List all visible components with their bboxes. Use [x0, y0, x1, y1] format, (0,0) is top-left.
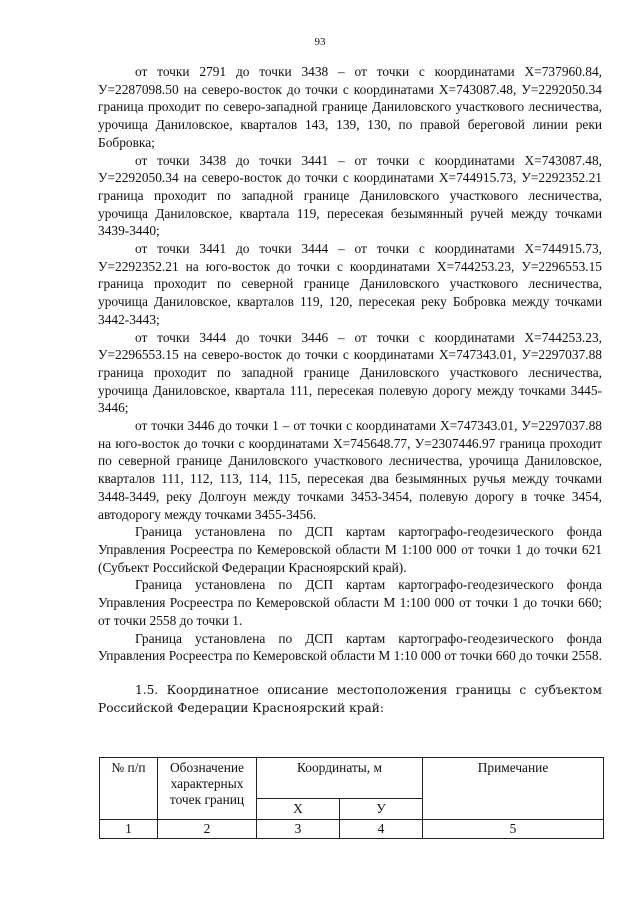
- paragraph-segment-3444-3446: от точки 3444 до точки 3446 – от точки с координатами Х=744253.23, У=2296553.15 на северо-восток до точки с координатами Х=747343.01, У=2297037.88 граница проходит по западной границе Даниловского участкового лесничества, урочища Даниловское, квартала 111, пересекая полевую дорогу между точками 3445-3446;: [98, 329, 602, 416]
- header-note: Примечание: [423, 758, 604, 820]
- header-x: Х: [257, 799, 340, 820]
- header-y: У: [340, 799, 423, 820]
- paragraph-segment-3446-1: от точки 3446 до точки 1 – от точки с координатами Х=747343.01, У=2297037.88 на юго-восток до точки с координатами Х=745648.77, У=2307446.97 граница проходит по северной границе Даниловского участкового лесничества, урочища Даниловское, кварталов 111, 112, 113, 114, 115, пересекая два безымянных ручья между точками 3448-3449, реку Долгоун между точками 3453-3454, полевую дорогу в точке 3454, автодорогу между точками 3455-3456.: [98, 418, 602, 522]
- column-number-2: 2: [158, 820, 257, 839]
- table-column-number-row: [100, 820, 604, 839]
- page-number: 93: [314, 36, 326, 48]
- paragraph-boundary-source-1: Граница установлена по ДСП картам картографо-геодезического фонда Управления Росреестра по Кемеровской области М 1:100 000 от точки 1 до точки 621 (Субъект Российской Федерации Красноярский край).: [98, 524, 602, 575]
- paragraph-segment-3438-3441: от точки 3438 до точки 3441 – от точки с координатами Х=743087.48, У=2292050.34 на северо-восток до точки с координатами Х=744915.73, У=2292352.21 граница проходит по западной границе Даниловского участкового лесничества, урочища Даниловское, квартала 119, пересекая безымянный ручей между точками 3439-3440;: [98, 152, 602, 239]
- header-num: № п/п: [100, 758, 158, 820]
- paragraph-segment-2791-3438: от точки 2791 до точки 3438 – от точки с координатами Х=737960.84, У=2287098.50 на северо-восток до точки с координатами Х=743087.48, У=2292050.34 граница проходит по северо-западной границе Даниловского участкового лесничества, урочища Даниловское, кварталов 143, 139, 130, по правой береговой линии реки Бобровка;: [98, 64, 602, 150]
- coordinates-table: [99, 757, 604, 839]
- paragraph-boundary-source-2: Граница установлена по ДСП картам картографо-геодезического фонда Управления Росреестра по Кемеровской области М 1:100 000 от точки 1 до точки 660; от точки 2558 до точки 1.: [98, 577, 602, 628]
- header-designation: Обозначение характерных точек границ: [158, 758, 257, 820]
- column-number-5: 5: [423, 820, 604, 839]
- column-number-4: 4: [340, 820, 423, 839]
- column-number-3: 3: [257, 820, 340, 839]
- column-number-1: 1: [100, 820, 158, 839]
- section-heading: 1.5. Координатное описание местоположения границы с субъектом Российской Федерации Красноярский край:: [98, 682, 602, 715]
- document-body: [98, 63, 602, 718]
- paragraph-boundary-source-3: Граница установлена по ДСП картам картографо-геодезического фонда Управления Росреестра по Кемеровской области М 1:10 000 от точки 660 до точки 2558.: [98, 630, 602, 664]
- table-header-row: [100, 758, 604, 799]
- header-coords: Координаты, м: [257, 758, 423, 799]
- paragraph-segment-3441-3444: от точки 3441 до точки 3444 – от точки с координатами Х=744915.73, У=2292352.21 на юго-восток до точки с координатами Х=744253.23, У=2296553.15 граница проходит по северной границе Даниловского участкового лесничества, урочища Даниловское, кварталов 119, 120, пересекая реку Бобровка между точками 3442-3443;: [98, 241, 602, 327]
